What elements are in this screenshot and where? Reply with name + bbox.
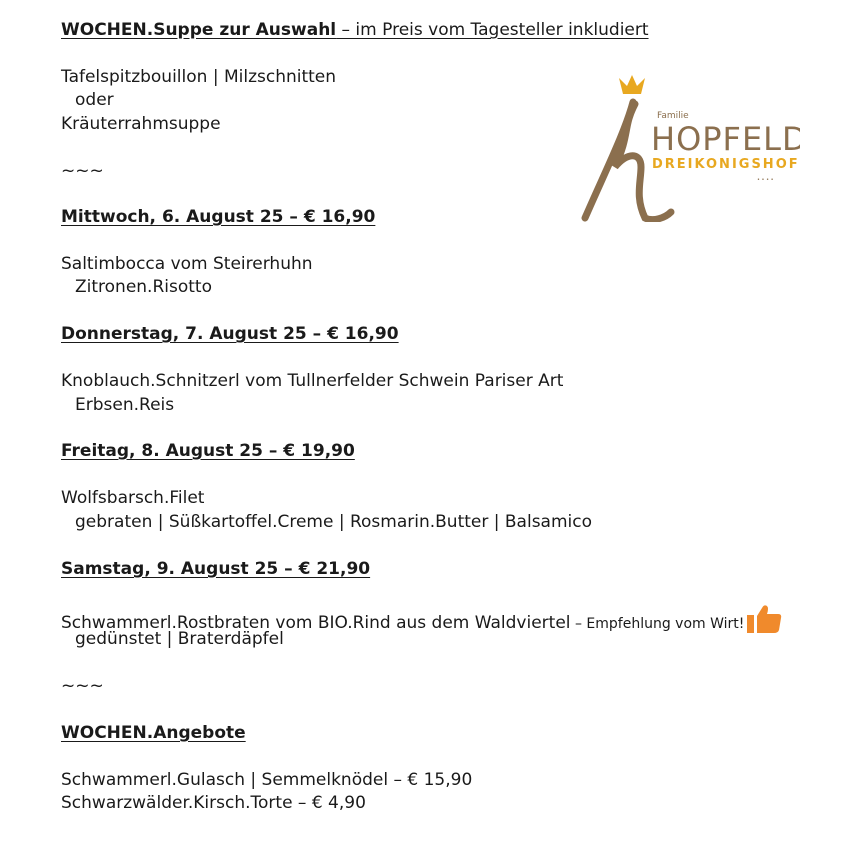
thumbs-up-icon (747, 604, 783, 640)
day-heading-thursday: Donnerstag, 7. August 25 – € 16,90 (61, 324, 399, 344)
day-heading-wednesday: Mittwoch, 6. August 25 – € 16,90 (61, 207, 376, 227)
logo-sub: DREIKONIGSHOF (652, 157, 800, 172)
separator-2: ~~~ (61, 676, 104, 696)
side-friday: gebraten | Süßkartoffel.Creme | Rosmarin.Butter | Balsamico (75, 512, 593, 532)
separator-1: ~~~ (61, 161, 104, 181)
dish-thursday: Knoblauch.Schnitzerl vom Tullnerfelder Schwein Pariser Art (61, 371, 564, 391)
soup-note: – im Preis vom Tagesteller inkludiert (336, 20, 649, 40)
logo-dots: • • • • (757, 177, 774, 183)
side-saturday: gedünstet | Braterdäpfel (75, 629, 284, 649)
logo-name: HOPFELD (651, 120, 800, 158)
soup-line-3: Kräuterrahmsuppe (61, 114, 221, 134)
soup-heading: WOCHEN.Suppe zur Auswahl (61, 20, 337, 40)
crown-icon (619, 75, 645, 94)
day-heading-saturday: Samstag, 9. August 25 – € 21,90 (61, 559, 371, 579)
soup-line-2: oder (75, 90, 114, 110)
dish-friday: Wolfsbarsch.Filet (61, 488, 205, 508)
dish-wednesday: Saltimbocca vom Steirerhuhn (61, 254, 313, 274)
side-thursday: Erbsen.Reis (75, 395, 175, 415)
soup-line-1: Tafelspitzbouillon | Milzschnitten (61, 67, 337, 87)
logo-family: Familie (657, 111, 689, 121)
offer-item-1: Schwammerl.Gulasch | Semmelknödel – € 15,90 (61, 770, 473, 790)
offer-item-2: Schwarzwälder.Kirsch.Torte – € 4,90 (61, 793, 366, 813)
offers-heading: WOCHEN.Angebote (61, 723, 246, 743)
side-wednesday: Zitronen.Risotto (75, 277, 212, 297)
soup-heading-line (61, 19, 649, 41)
hopfeld-logo (575, 72, 800, 222)
day-heading-friday: Freitag, 8. August 25 – € 19,90 (61, 441, 355, 461)
dish-saturday: Schwammerl.Rostbraten vom BIO.Rind aus dem Waldviertel (61, 613, 571, 633)
recommendation: – Empfehlung vom Wirt! (570, 616, 745, 632)
